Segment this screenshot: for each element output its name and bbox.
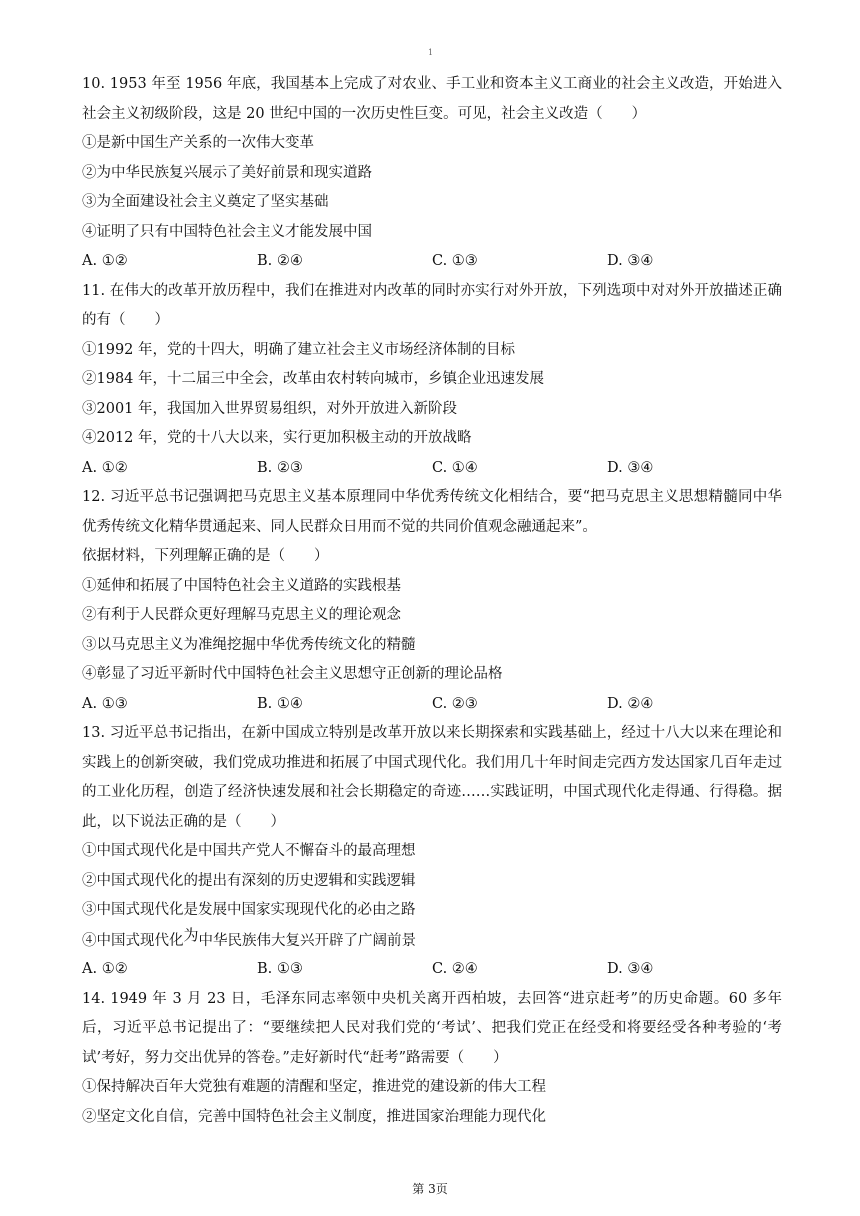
option-d: D. ③④ <box>607 459 654 476</box>
statement-item: ④证明了只有中国特色社会主义才能发展中国 <box>82 223 372 240</box>
option-d: D. ②④ <box>607 695 654 712</box>
statement-item: ③为全面建设社会主义奠定了坚实基础 <box>82 194 329 210</box>
statement-item: ④2012 年，党的十八大以来，实行更加积极主动的开放战略 <box>82 430 472 446</box>
option-a: A. ①② <box>82 961 128 977</box>
option-c: C. ②④ <box>432 961 478 977</box>
option-d: D. ③④ <box>607 253 654 269</box>
question-14 <box>82 985 782 1133</box>
option-b: B. ①④ <box>257 695 303 712</box>
answer-options <box>82 955 782 985</box>
answer-options <box>82 454 782 484</box>
page-footer: 第 3页 <box>412 1182 448 1196</box>
option-b: B. ①③ <box>257 961 303 977</box>
option-a: A. ①③ <box>82 695 128 712</box>
raised-character: 为 <box>183 925 199 944</box>
answer-options <box>82 247 782 277</box>
statement-item: ③中国式现代化是发展中国家实现现代化的必由之路 <box>82 902 416 918</box>
question-12 <box>82 483 782 719</box>
option-c: C. ①④ <box>432 459 478 476</box>
question-stem: 12. 习近平总书记强调把马克思主义基本原理同中华优秀传统文化相结合，要“把马克思主义思想精髓同中华优秀传统文化精华贯通起来、同人民群众日用而不觉的共同价值观念融通起来”。 <box>82 489 782 535</box>
option-a: A. ①② <box>82 253 128 269</box>
question-stem: 13. 习近平总书记指出，在新中国成立特别是改革开放以来长期探索和实践基础上，经过十八大以来在理论和实践上的创新突破，我们党成功推进和拓展了中国式现代化。我们用几十年时间走完西方发达国家几百年走过的工业化历程，创造了经济快速发展和社会长期稳定的奇迹……实践证明，中国式现代化走得通、行得稳。据此，以下说法正确的是（ ） <box>82 725 782 830</box>
statement-item: ③以马克思主义为准绳挖掘中华优秀传统文化的精髓 <box>82 636 416 653</box>
page-mark: 1 <box>428 48 434 57</box>
question-10 <box>82 70 782 277</box>
option-b: B. ②③ <box>257 459 303 476</box>
statement-item: ②中国式现代化的提出有深刻的历史逻辑和实践逻辑 <box>82 872 416 889</box>
question-stem: 14. 1949 年 3 月 23 日，毛泽东同志率领中央机关离开西柏坡，去回答“进京赶考”的历史命题。60 多年后，习近平总书记提出了：“要继续把人民对我们党的‘考试’、把我们党正在经受和将要经受各种考验的‘考试’考好，努力交出优异的答卷。”走好新时代“赶考”路需要（ ） <box>82 990 782 1066</box>
answer-options <box>82 690 782 720</box>
statement-item: ②为中华民族复兴展示了美好前景和现实道路 <box>82 164 372 181</box>
statement-item: ①中国式现代化是中国共产党人不懈奋斗的最高理想 <box>82 843 416 859</box>
statement-item <box>82 926 782 956</box>
option-b: B. ②④ <box>257 253 303 269</box>
statement-item: ①1992 年，党的十四大，明确了建立社会主义市场经济体制的目标 <box>82 341 516 358</box>
question-prompt: 依据材料，下列理解正确的是（ ） <box>82 548 329 564</box>
statement-item: ①保持解决百年大党独有难题的清醒和坚定，推进党的建设新的伟大工程 <box>82 1079 546 1095</box>
statement-item: ④彰显了习近平新时代中国特色社会主义思想守正创新的理论品格 <box>82 666 503 682</box>
statement-item: ②1984 年，十二届三中全会，改革由农村转向城市，乡镇企业迅速发展 <box>82 371 545 387</box>
question-stem: 11. 在伟大的改革开放历程中，我们在推进对内改革的同时亦实行对外开放，下列选项中对对外开放描述正确的有（ ） <box>82 282 782 328</box>
statement-item: ①是新中国生产关系的一次伟大变革 <box>82 135 314 151</box>
statement-text: ④中国式现代化 <box>82 932 184 949</box>
option-c: C. ①③ <box>432 253 478 269</box>
statement-item: ①延伸和拓展了中国特色社会主义道路的实践根基 <box>82 577 401 594</box>
option-c: C. ②③ <box>432 695 478 712</box>
statement-text: 中华民族伟大复兴开辟了广阔前景 <box>198 932 417 949</box>
question-11 <box>82 277 782 484</box>
statement-item: ③2001 年，我国加入世界贸易组织，对外开放进入新阶段 <box>82 400 458 417</box>
option-d: D. ③④ <box>607 961 654 977</box>
exam-content <box>82 70 782 1132</box>
statement-item: ②坚定文化自信，完善中国特色社会主义制度，推进国家治理能力现代化 <box>82 1108 546 1125</box>
option-a: A. ①② <box>82 459 128 476</box>
question-stem: 10. 1953 年至 1956 年底，我国基本上完成了对农业、手工业和资本主义工商业的社会主义改造，开始进入社会主义初级阶段，这是 20 世纪中国的一次历史性巨变。可见，社会主义改造（ ） <box>82 76 782 122</box>
question-13 <box>82 719 782 985</box>
statement-item: ②有利于人民群众更好理解马克思主义的理论观念 <box>82 607 401 623</box>
